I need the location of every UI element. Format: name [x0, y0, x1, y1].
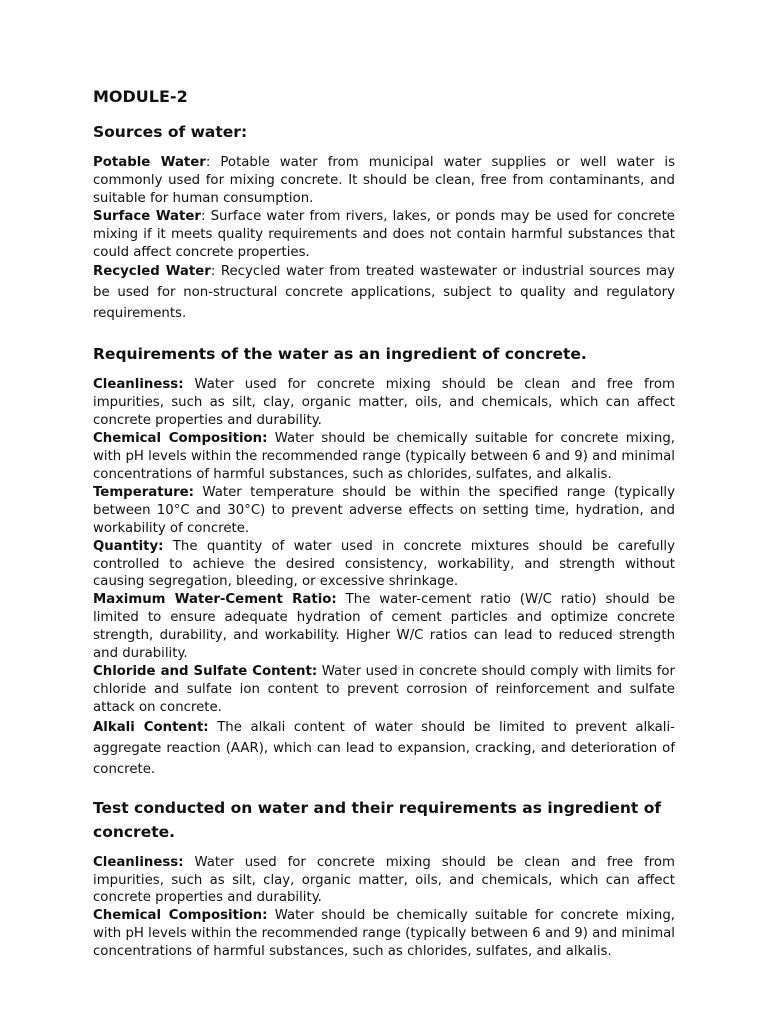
paragraph-text: Water used for concrete mixing should be clean and free from impurities, such as silt, clay, organic matter, oils, and chemicals, which can affect concrete properties and durability.: [93, 377, 675, 429]
paragraph-chemical-composition: [93, 430, 675, 484]
section-heading: Test conducted on water and their requirements as ingredient of concrete.: [93, 798, 662, 841]
term: Temperature:: [93, 484, 194, 500]
section-sources-of-water: [93, 120, 675, 324]
term: Chemical Composition:: [93, 431, 268, 447]
section-tests-on-water: [93, 796, 675, 961]
paragraph-text: Water temperature should be within the specified range (typically between 10°C and 30°C) to prevent adverse effects on setting time, hydration, and workability of concrete.: [93, 484, 675, 536]
term: Potable Water: [93, 155, 206, 170]
paragraph-recycled-water: [93, 261, 675, 324]
term-separator: [184, 377, 195, 392]
paragraph-max-wc-ratio: [93, 591, 675, 663]
term: Quantity:: [93, 538, 164, 554]
section-water-requirements: [93, 342, 675, 779]
paragraph-text: Recycled water from treated wastewater or industrial sources may be used for non-structural concrete applications, subject to quality and regulatory requirements.: [93, 264, 675, 322]
term-separator: [337, 592, 346, 607]
paragraph-potable-water: [93, 154, 675, 208]
section-heading: Sources of water:: [93, 123, 248, 141]
paragraph-text: Surface water from rivers, lakes, or ponds may be used for concrete mixing if it meets quality requirements and does not contain harmful substances that could affect concrete properties.: [93, 208, 675, 260]
term: Alkali Content:: [93, 719, 209, 735]
term-separator: [209, 720, 218, 735]
term-separator: :: [200, 208, 211, 224]
term: Surface Water: [93, 208, 201, 224]
paragraph-alkali-content: [93, 717, 675, 780]
term-separator: :: [205, 155, 221, 170]
paragraph-chemical-composition: [93, 907, 675, 961]
term-separator: [184, 855, 195, 870]
paragraph-cleanliness: [93, 376, 675, 430]
section-heading: Requirements of the water as an ingredient of concrete.: [93, 345, 587, 364]
paragraph-text: The quantity of water used in concrete mixtures should be carefully controlled to achieve the desired consistency, workability, and strength without causing segregation, bleeding, or excessive shrinkage.: [93, 538, 675, 590]
paragraph-text: Water should be chemically suitable for concrete mixing, with pH levels within the recommended range (typically between 6 and 9) and minimal concentrations of harmful substances, such as chlorides, sulfates, and alkalis.: [93, 908, 675, 960]
paragraph-text: Water used in concrete should comply with limits for chloride and sulfate ion content to prevent corrosion of reinforcement and sulfate attack on concrete.: [93, 663, 675, 715]
paragraph-text: The alkali content of water should be limited to prevent alkali-aggregate reaction (AAR), which can lead to expansion, cracking, and deterioration of concrete.: [93, 719, 675, 777]
term-separator: [267, 908, 274, 923]
term-separator: [163, 539, 172, 554]
term: Recycled Water: [93, 264, 211, 280]
document-page: [93, 86, 675, 973]
term-separator: :: [210, 264, 221, 280]
paragraph-chloride-sulfate: [93, 663, 675, 717]
term: Cleanliness:: [93, 854, 184, 870]
term: Cleanliness:: [93, 377, 184, 393]
paragraph-text: The water-cement ratio (W/C ratio) should be limited to ensure adequate hydration of cement particles and optimize concrete strength, durability, and workability. Higher W/C ratios can lead to reduced strength and durability.: [93, 592, 676, 662]
paragraph-text: Water should be chemically suitable for concrete mixing, with pH levels within the recommended range (typically between 6 and 9) and minimal concentrations of harmful substances, such as chlorides, sulfates, and alkalis.: [93, 431, 675, 482]
module-title: MODULE-2: [93, 87, 188, 106]
paragraph-temperature: [93, 484, 675, 538]
paragraph-surface-water: [93, 208, 675, 262]
paragraph-text: Potable water from municipal water supplies or well water is commonly used for mixing concrete. It should be clean, free from contaminants, and suitable for human consumption.: [93, 155, 675, 206]
paragraph-quantity: [93, 538, 675, 592]
term: Maximum Water-Cement Ratio:: [93, 592, 337, 608]
term: Chloride and Sulfate Content:: [93, 663, 318, 679]
term-separator: [267, 431, 274, 446]
paragraph-text: Water used for concrete mixing should be clean and free from impurities, such as silt, clay, organic matter, oils, and chemicals, which can affect concrete properties and durability.: [93, 854, 675, 906]
paragraph-cleanliness: [93, 854, 675, 908]
term: Chemical Composition:: [93, 908, 268, 924]
